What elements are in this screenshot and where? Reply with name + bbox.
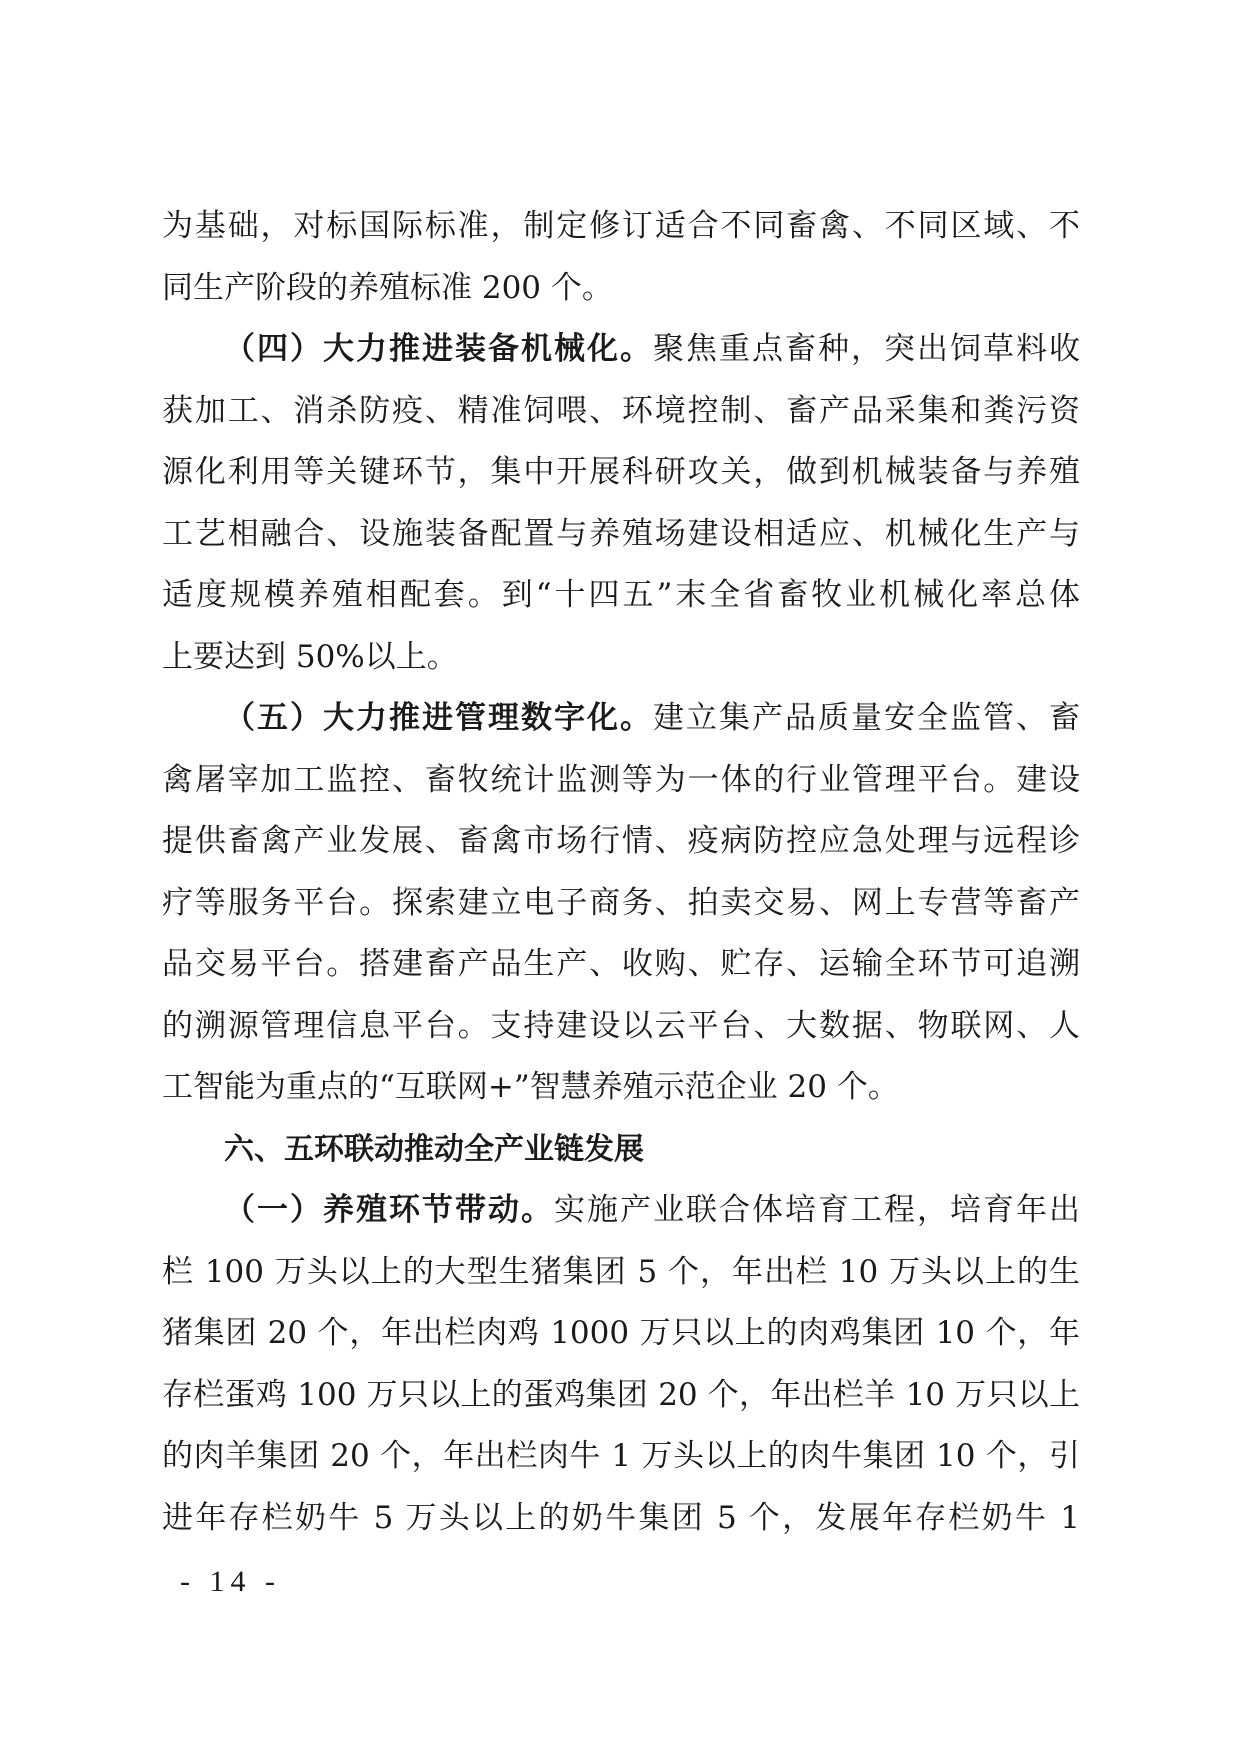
section-lead: （五）大力推进管理数字化。	[224, 700, 653, 736]
text-line: 进年存栏奶牛 5 万头以上的奶牛集团 5 个，发展年存栏奶牛 1	[162, 1499, 1080, 1536]
text-line: 为基础，对标国际标准，制定修订适合不同畜禽、不同区域、不	[162, 208, 1080, 244]
text-line: 猪集团 20 个，年出栏肉鸡 1000 万只以上的肉鸡集团 10 个，年	[162, 1315, 1080, 1351]
page-number: - 14 -	[180, 1565, 281, 1598]
text-line: 上要达到 50%以上。	[162, 638, 458, 675]
text-line	[162, 319, 1080, 381]
text-line: 的肉羊集团 20 个，年出栏肉牛 1 万头以上的肉牛集团 10 个，引	[162, 1438, 1080, 1474]
text-line: 疗等服务平台。探索建立电子商务、拍卖交易、网上专营等畜产	[162, 884, 1080, 921]
text-span: 聚焦重点畜种，突出饲草料收	[653, 331, 1080, 367]
text-line: 存栏蛋鸡 100 万只以上的蛋鸡集团 20 个，年出栏羊 10 万只以上	[162, 1376, 1080, 1413]
text-line	[162, 1180, 1080, 1242]
text-line: 适度规模养殖相配套。到“十四五”末全省畜牧业机械化率总体	[162, 577, 1080, 613]
text-line: 的溯源管理信息平台。支持建设以云平台、大数据、物联网、人	[162, 1007, 1080, 1044]
text-line: 栏 100 万头以上的大型生猪集团 5 个，年出栏 10 万头以上的生	[162, 1253, 1080, 1290]
text-line: 禽屠宰加工监控、畜牧统计监测等为一体的行业管理平台。建设	[162, 761, 1080, 798]
text-line: 工智能为重点的“互联网+”智慧养殖示范企业 20 个。	[162, 1069, 899, 1105]
text-span: 实施产业联合体培育工程，培育年出	[554, 1192, 1080, 1228]
section-heading	[162, 1119, 1080, 1181]
text-line: 同生产阶段的养殖标准 200 个。	[162, 269, 613, 306]
text-span: 建立集产品质量安全监管、畜	[653, 700, 1080, 736]
text-line: 工艺相融合、设施装备配置与养殖场建设相适应、机械化生产与	[162, 515, 1080, 552]
section-lead: （四）大力推进装备机械化。	[224, 331, 653, 367]
text-line: 品交易平台。搭建畜产品生产、收购、贮存、运输全环节可追溯	[162, 946, 1080, 982]
section-lead: （一）养殖环节带动。	[224, 1192, 554, 1228]
heading-text: 六、五环联动推动全产业链发展	[224, 1131, 644, 1167]
document-body	[162, 196, 1080, 1549]
text-line: 源化利用等关键环节，集中开展科研攻关，做到机械装备与养殖	[162, 454, 1080, 490]
text-line: 提供畜禽产业发展、畜禽市场行情、疫病防控应急处理与远程诊	[162, 823, 1080, 859]
text-line	[162, 688, 1080, 750]
text-line: 获加工、消杀防疫、精准饲喂、环境控制、畜产品采集和粪污资	[162, 392, 1080, 429]
